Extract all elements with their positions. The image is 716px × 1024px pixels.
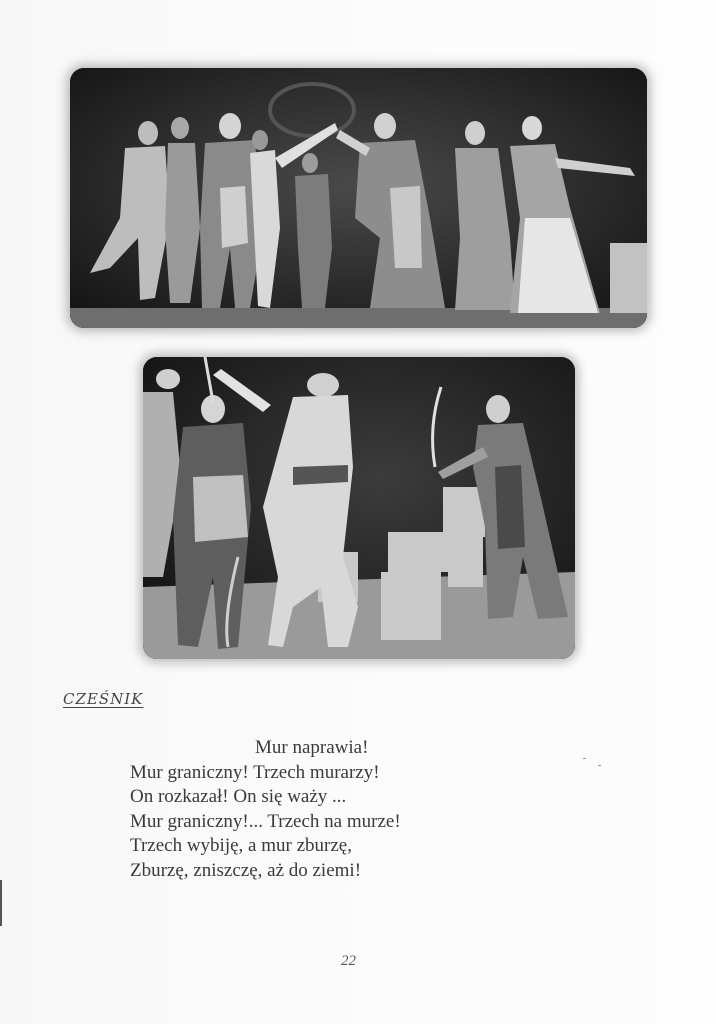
stage-photo-sabre-duel-image	[143, 357, 575, 659]
verse-line: Mur naprawia!	[255, 737, 369, 758]
verse-line: On rozkazał! On się waży ...	[130, 786, 347, 807]
speaker-name: CZEŚNIK	[63, 690, 144, 708]
stage-photo-ensemble	[70, 68, 647, 328]
margin-scan-mark	[0, 880, 2, 926]
scan-speck	[598, 765, 601, 766]
verse-line: Mur graniczny! Trzech murarzy!	[130, 761, 380, 783]
verse-line: Trzech wybiję, a mur zburzę,	[130, 835, 352, 856]
stage-photo-sabre-duel	[143, 357, 575, 659]
verse-line: Zburzę, zniszczę, aż do ziemi!	[130, 859, 362, 881]
page-number: 22	[341, 953, 356, 969]
verse-block	[130, 736, 510, 883]
verse-line: Mur graniczny!... Trzech na murze!	[130, 810, 401, 832]
stage-photo-ensemble-image	[70, 68, 647, 328]
scan-speck	[583, 758, 586, 759]
